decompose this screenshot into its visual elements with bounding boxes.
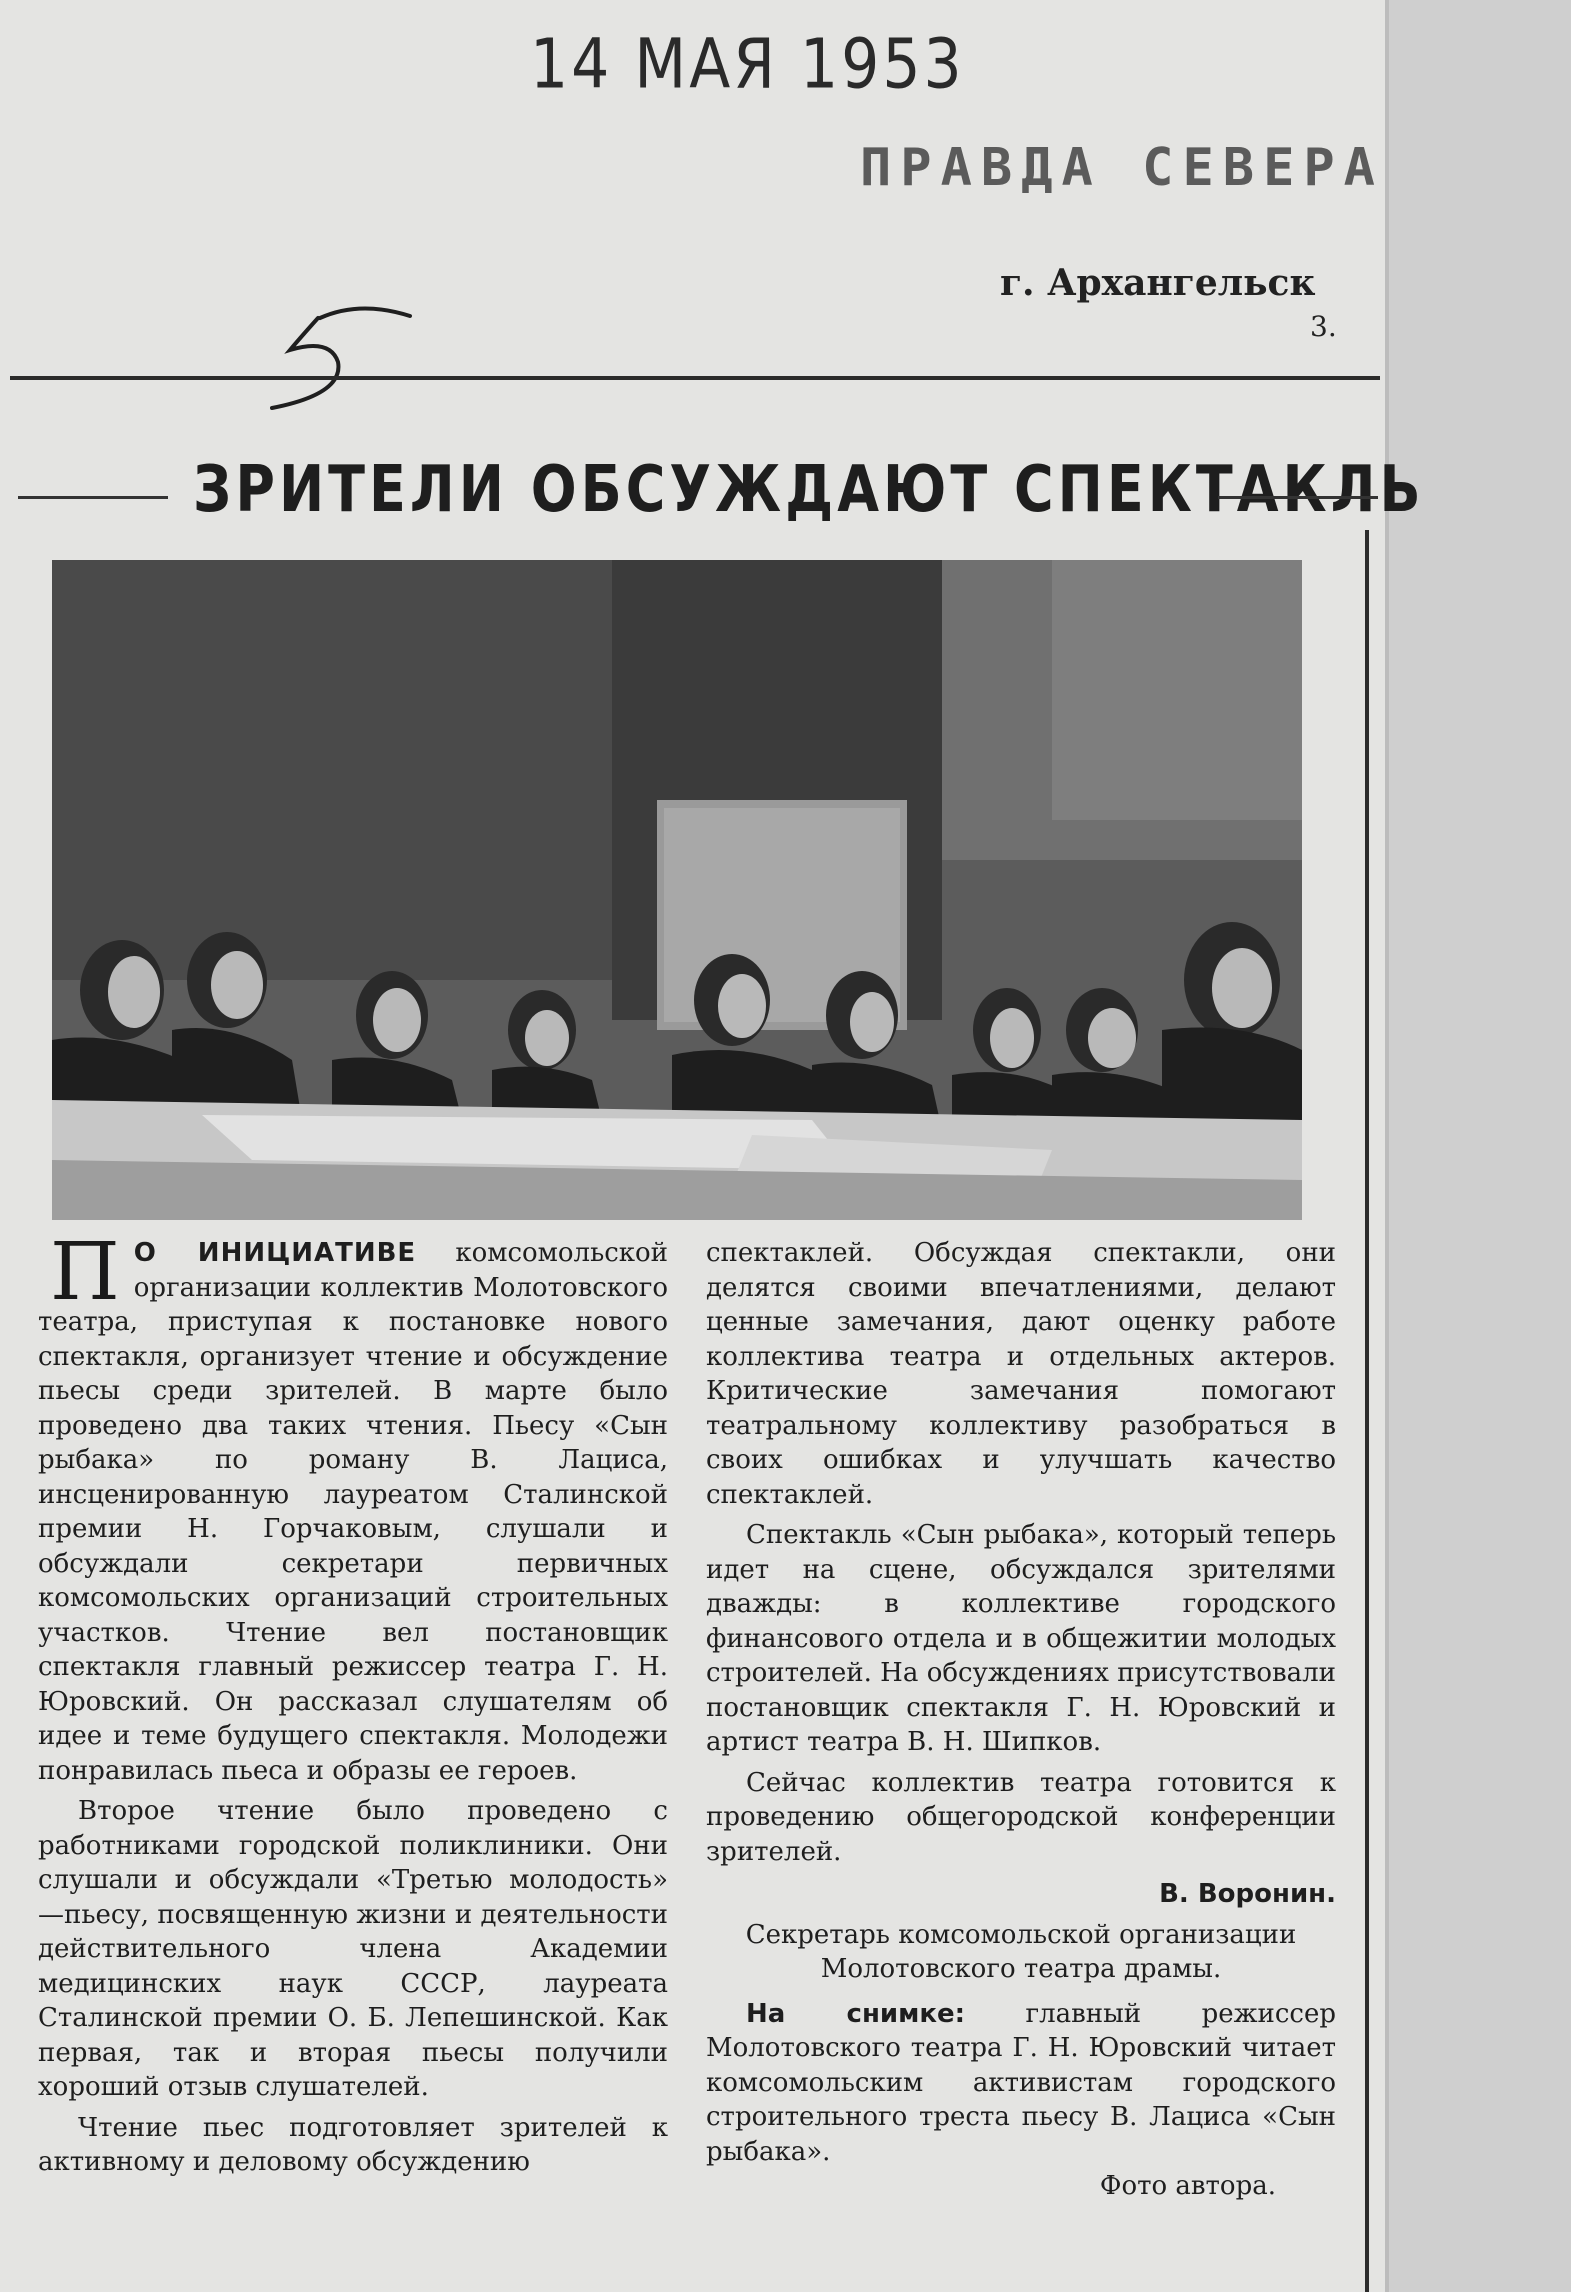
newspaper-name-stamp: ПРАВДА СЕВЕРА (860, 138, 1384, 198)
caption-label: На снимке: (746, 1998, 966, 2029)
date-stamp: 14 МАЯ 1953 (530, 24, 965, 105)
article-column-right (706, 1236, 1336, 2204)
headline-row (18, 452, 1425, 542)
headline-rule-left (18, 496, 168, 499)
paragraph-5: Спектакль «Сын рыбака», который теперь идет на сцене, обсуждался зрителями дважды: в коллективе городского финансового отдела и в общежитии молодых строителей. На обсуждениях присутствовали постановщик спектакля Г. Н. Юровский и артист театра В. Н. Шипков. (706, 1520, 1336, 1757)
author-title: Секретарь комсомольской организации Молотовского театра драмы. (745, 1919, 1297, 1984)
paragraph-1 (38, 1225, 669, 1788)
article-photo (52, 560, 1302, 1220)
article-column-left (38, 1225, 669, 2180)
column-rule (1365, 530, 1369, 2292)
paragraph-1-text: комсомольской организации коллектив Молотовского театра, приступая к постановке нового спектакля, организует чтение и обсуждение пьесы среди зрителей. В марте было проведено два таких чтения. Пьесу «Сын рыбака» по роману В. Лациса, инсценированную лауреатом Сталинской премии Н. Горчаковым, слушали и обсуждали секретари первичных комсомольских организаций строительных участков. Чтение вел постановщик спектакля главный режиссер театра Г. Н. Юровский. Он рассказал слушателям об идее и теме будущего спектакля. Молодежи понравилась пьеса и образы ее героев. (38, 1238, 669, 1786)
paragraph-6: Сейчас коллектив театра готовится к проведению общегородской конференции зрителей. (706, 1767, 1336, 1867)
paragraph-3: Чтение пьес подготовляет зрителей к активному и деловому обсуждению (38, 2112, 668, 2177)
article-headline: ЗРИТЕЛИ ОБСУЖДАЮТ СПЕКТАКЛЬ (193, 452, 1425, 527)
page-number: 3. (1310, 310, 1337, 343)
author-name: В. Воронин. (1159, 1879, 1336, 1909)
photo-image (52, 560, 1302, 1220)
lead-in: О ИНИЦИАТИВЕ (133, 1238, 417, 1268)
paragraph-2: Второе чтение было проведено с работниками городской поликлиники. Они слушали и обсуждали «Третью молодость» —пьесу, посвященную жизни и деятельности действительного члена Академии медицинских наук СССР, лауреата Сталинской премии О. Б. Лепешинской. Как первая, так и вторая пьесы получили хороший отзыв слушателей. (38, 1796, 668, 2102)
city-stamp: г. Архангельск (1000, 262, 1316, 304)
headline-rule-right (1218, 496, 1378, 499)
photo-caption (706, 1997, 1336, 2170)
photo-credit: Фото автора. (1099, 2171, 1276, 2201)
paragraph-4: спектаклей. Обсуждая спектакли, они делятся своими впечатлениями, делают ценные замечания, дают оценку работе коллектива театра и отдельных актеров. Критические замечания помогают театральному коллективу разобраться в своих ошибках и улучшать качество спектаклей. (706, 1238, 1336, 1510)
drop-cap: П (50, 1225, 120, 1318)
caption-text: главный режиссер Молотовского театра Г. Н. Юровский читает комсомольским активистам городского строительного треста пьесу В. Лациса «Сын рыбака». (706, 1998, 1336, 2167)
top-rule (10, 376, 1380, 380)
handwritten-mark (260, 298, 420, 418)
